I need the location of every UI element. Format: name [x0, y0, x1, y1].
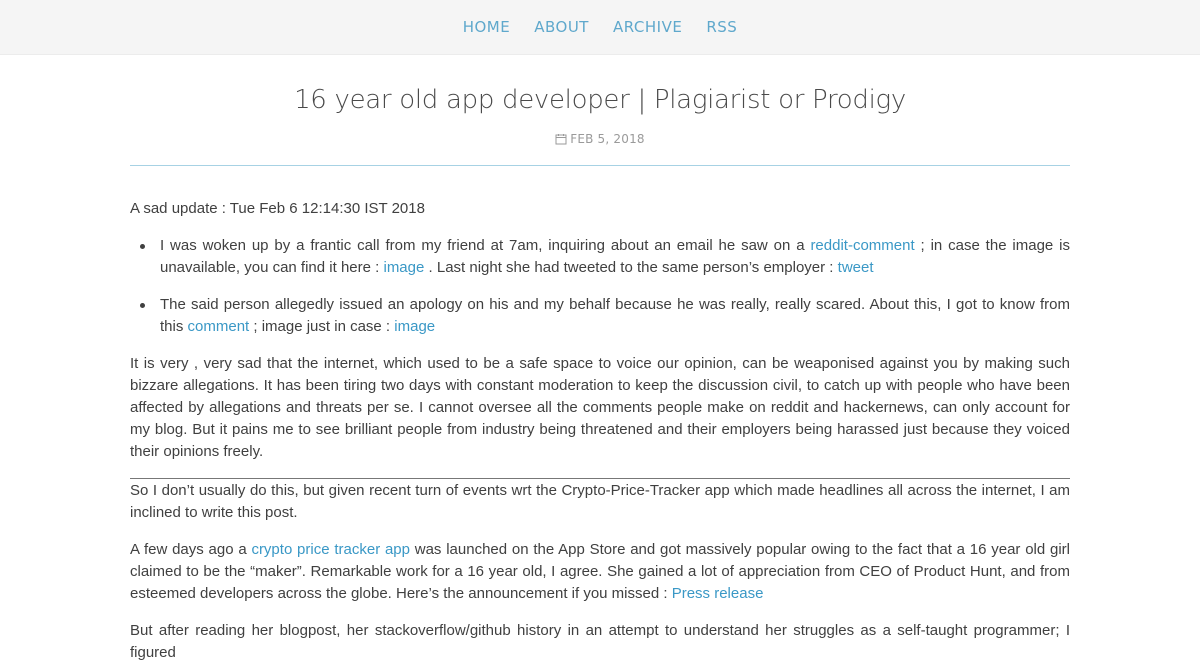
nav-home-link[interactable]: HOME: [462, 18, 511, 36]
image-link-2[interactable]: image: [394, 318, 436, 335]
post-title: 16 year old app developer | Plagiarist or Prodigy: [294, 85, 906, 115]
tweet-link[interactable]: tweet: [837, 259, 874, 276]
bullet2-text1: The said person allegedly issued an apology on his and my behalf because he was really, really scared. About this, I got to know from this: [160, 296, 1070, 335]
para3-text2: was launched on the App Store and got massively popular owing to the fact that a 16 year old girl claimed to be the “maker”. Remarkable work for a 16 year old, I agree. She gained a lot of appreciation from CEO of Product Hunt, and from esteemed developers across the globe. Here’s the announcement if you missed :: [130, 541, 1070, 602]
bullet2-text2: ; image just in case :: [249, 318, 395, 335]
bullet1-text2: ; in case the image is unavailable, you can find it here :: [160, 237, 1070, 276]
calendar-icon: [555, 133, 567, 145]
paragraph-blogpost: But after reading her blogpost, her stackoverflow/github history in an attempt to understand her struggles as a self-taught programmer; I figured: [130, 622, 1070, 661]
para3-text1: A few days ago a: [130, 541, 252, 558]
paragraph-sad-internet: It is very , very sad that the internet, which used to be a safe space to voice our opinion, can be weaponised against you by making such bizzare allegations. It has been tiring two days with constant moderation to keep the discussion civil, to catch up with people who have been affected by allegations and threats per se. I cannot oversee all the comments people make on reddit and hackernews, can only account for my blog. But it pains me to see brilliant people from industry being threatened and their employers being harassed just because they voiced their opinions freely.: [130, 355, 1070, 460]
update-list: [160, 235, 1070, 338]
nav-about-link[interactable]: ABOUT: [534, 18, 589, 36]
list-item: [160, 235, 1070, 279]
paragraph-intro: So I don’t usually do this, but given recent turn of events wrt the Crypto-Price-Tracker app which made headlines all across the internet, I am inclined to write this post.: [130, 482, 1070, 521]
post-date: [555, 132, 645, 146]
image-link[interactable]: image: [383, 259, 425, 276]
post-date-text: FEB 5, 2018: [570, 132, 645, 146]
list-item: [160, 294, 1070, 338]
update-line: A sad update : Tue Feb 6 12:14:30 IST 2018: [130, 200, 425, 217]
top-navigation: [0, 0, 1200, 55]
nav-archive-link[interactable]: ARCHIVE: [612, 18, 683, 36]
bullet1-text1: I was woken up by a frantic call from my friend at 7am, inquiring about an email he saw on a: [160, 237, 811, 254]
comment-link[interactable]: comment: [187, 318, 250, 335]
nav-rss-link[interactable]: RSS: [706, 18, 738, 36]
post-header: [130, 55, 1070, 166]
crypto-app-link[interactable]: crypto price tracker app: [251, 541, 410, 558]
section-divider: [130, 478, 1070, 479]
bullet1-text3: . Last night she had tweeted to the same person’s employer :: [424, 259, 838, 276]
press-release-link[interactable]: Press release: [671, 585, 764, 602]
paragraph-app-launch: [130, 539, 1070, 605]
reddit-comment-link[interactable]: reddit-comment: [810, 237, 915, 254]
post-body: [130, 166, 1070, 664]
post-container: [130, 55, 1070, 664]
